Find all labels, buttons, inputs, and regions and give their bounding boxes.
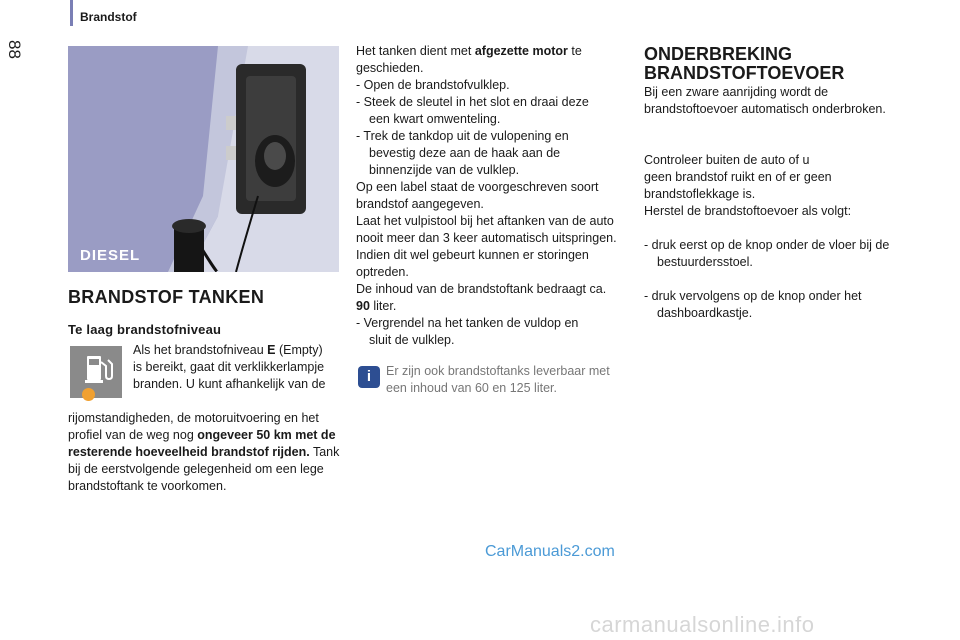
fuel-warning-lamp	[70, 346, 122, 398]
refuel-step-3: - Trek de tankdop uit de vulopening en	[356, 129, 569, 143]
fuel-pump-icon	[70, 346, 122, 398]
cutoff-p2: Controleer buiten de auto of u geen brandstof ruikt en of er geen brandstoflekkage is.	[644, 153, 832, 201]
fuel-pistol-text: Laat het vulpistool bij het aftanken van de auto nooit meer dan 3 keer automatisch uitspringen. Indien dit wel gebeurt kunnen er storingen optreden.	[356, 214, 617, 279]
low-fuel-subtitle: Te laag brandstofniveau	[68, 322, 222, 337]
cutoff-step-1-cont: bestuurdersstoel.	[657, 255, 753, 269]
info-text: Er zijn ook brandstoftanks leverbaar met een inhoud van 60 en 125 liter.	[386, 364, 610, 395]
section-bar	[70, 0, 73, 26]
refuel-step-4: - Vergrendel na het tanken de vuldop en	[356, 316, 579, 330]
refuel-instructions	[356, 43, 618, 349]
watermark-carmanuals2[interactable]: CarManuals2.com	[485, 543, 615, 560]
refuel-step-2-cont: een kwart omwenteling.	[369, 112, 501, 126]
cutoff-step-2: - druk vervolgens op de knop onder het	[644, 289, 862, 303]
diesel-label: DIESEL	[80, 247, 141, 264]
fuel-cutoff-title: ONDERBREKING BRANDSTOFTOEVOER	[644, 44, 845, 83]
brandstof-tanken-title: BRANDSTOF TANKEN	[68, 287, 265, 307]
cutoff-step-2-cont: dashboardkastje.	[657, 306, 753, 320]
cutoff-step-1: - druk eerst op de knop onder de vloer bij de	[644, 238, 890, 252]
info-icon: i	[358, 366, 380, 388]
low-fuel-text-b: rijomstandigheden, de motoruitvoering en het profiel van de weg nog ongeveer 50 km met de resterende hoeveelheid brandstof rijden. Tank bij de eerstvolgende gelegenheid om een lege brandstoftank te voorkomen.	[68, 411, 340, 493]
fuel-label-text: Op een label staat de voorgeschreven soort brandstof aangegeven.	[356, 180, 599, 211]
fuel-filler-photo	[68, 46, 339, 272]
section-title: Brandstof	[80, 10, 137, 24]
fuel-filler-illustration	[68, 46, 339, 272]
refuel-intro: Het tanken dient met afgezette motor te geschieden.	[356, 44, 582, 75]
refuel-step-2: - Steek de sleutel in het slot en draai deze	[356, 95, 589, 109]
watermark-carmanualsonline[interactable]: carmanualsonline.info	[590, 612, 815, 637]
page-number: 88	[5, 40, 24, 59]
refuel-step-3-cont: bevestig deze aan de haak aan de binnenzijde van de vulklep.	[369, 146, 561, 177]
fuel-cutoff-text	[644, 84, 916, 322]
refuel-step-4-cont: sluit de vulklep.	[369, 333, 455, 347]
warning-dot	[82, 388, 95, 401]
refuel-step-1: - Open de brandstofvulklep.	[356, 78, 510, 92]
cutoff-p1: Bij een zware aanrijding wordt de brandstoftoevoer automatisch onderbroken.	[644, 85, 886, 116]
cutoff-p3: Herstel de brandstoftoevoer als volgt:	[644, 204, 852, 218]
tank-capacity: De inhoud van de brandstoftank bedraagt ca. 90 liter.	[356, 282, 607, 313]
low-fuel-text-a: Als het brandstofniveau E (Empty) is bereikt, gaat dit verklikkerlampje branden. U kunt afhankelijk van de	[133, 343, 326, 391]
